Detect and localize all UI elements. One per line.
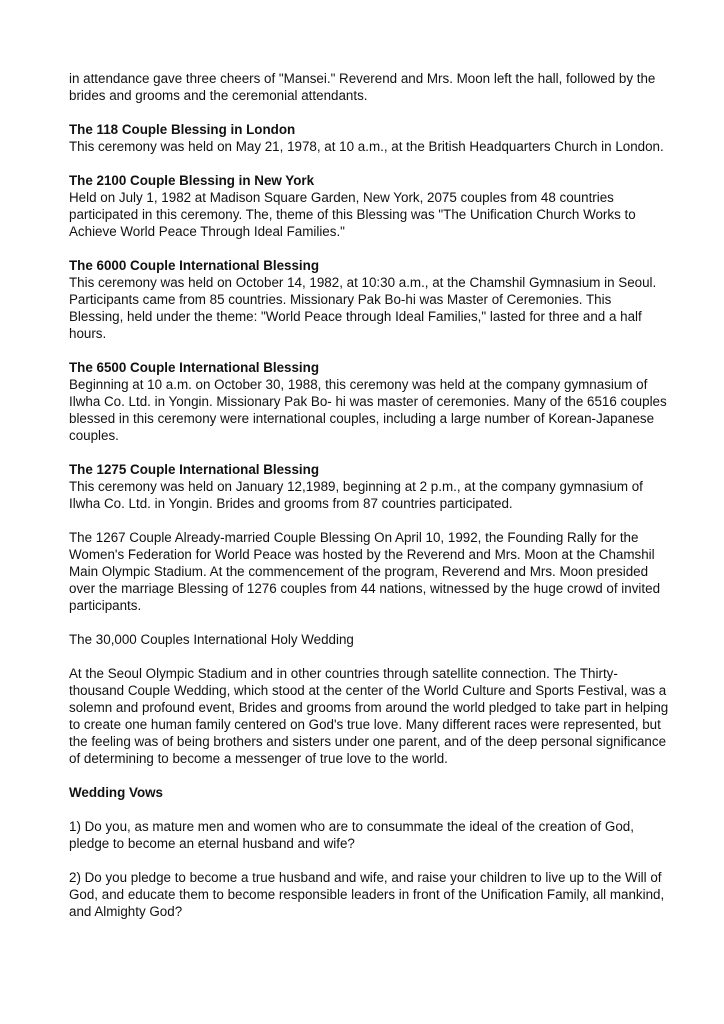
section-heading: The 6000 Couple International Blessing — [69, 258, 320, 273]
document-page — [69, 70, 669, 937]
section-1275-international — [69, 461, 669, 512]
section-2100-new-york — [69, 172, 669, 240]
paragraph-30000-body: At the Seoul Olympic Stadium and in other countries through satellite connection. The Thirty-thousand Couple Wedding, which stood at the center of the World Culture and Sports Festival, was a solemn and profound event, Brides and grooms from around the world pledged to take part in helping to create one human family centered on God's true love. Many different races were represented, but the feeling was of being brothers and sisters under one parent, and of the deep personal significance of determining to become a messenger of true love to the world. — [69, 666, 669, 766]
section-body: Beginning at 10 a.m. on October 30, 1988, this ceremony was held at the company gymnasium of Ilwha Co. Ltd. in Yongin. Missionary Pak Bo- hi was master of ceremonies. Many of the 6516 couples blessed in this ceremony were international couples, including a large number of Korean-Japanese couples. — [69, 377, 667, 443]
section-body: This ceremony was held on May 21, 1978, at 10 a.m., at the British Headquarters Church in London. — [69, 139, 664, 154]
section-body: This ceremony was held on October 14, 1982, at 10:30 a.m., at the Chamshil Gymnasium in Seoul. Participants came from 85 countries. Missionary Pak Bo-hi was Master of Ceremonies. This Blessing, held under the theme: "World Peace through Ideal Families," lasted for three and a half hours. — [69, 275, 657, 341]
wedding-vow-item: 1) Do you, as mature men and women who are to consummate the ideal of the creation of God, pledge to become an eternal husband and wife? — [69, 819, 634, 851]
section-heading: The 6500 Couple International Blessing — [69, 360, 320, 375]
wedding-vows-heading: Wedding Vows — [69, 785, 163, 800]
section-heading: The 2100 Couple Blessing in New York — [69, 173, 315, 188]
section-6000-international — [69, 257, 669, 342]
section-heading: The 1275 Couple International Blessing — [69, 462, 320, 477]
section-6500-international — [69, 359, 669, 444]
paragraph-30000-title: The 30,000 Couples International Holy Wedding — [69, 632, 354, 647]
section-118-london — [69, 121, 669, 155]
section-body: Held on July 1, 1982 at Madison Square Garden, New York, 2075 couples from 48 countries participated in this ceremony. The, theme of this Blessing was "The Unification Church Works to Achieve World Peace Through Ideal Families." — [69, 190, 636, 239]
section-body: This ceremony was held on January 12,1989, beginning at 2 p.m., at the company gymnasium of Ilwha Co. Ltd. in Yongin. Brides and grooms from 87 countries participated. — [69, 479, 643, 511]
paragraph-1267-blessing: The 1267 Couple Already-married Couple Blessing On April 10, 1992, the Founding Rally for the Women's Federation for World Peace was hosted by the Reverend and Mrs. Moon at the Chamshil Main Olympic Stadium. At the commencement of the program, Reverend and Mrs. Moon presided over the marriage Blessing of 1276 couples from 44 nations, witnessed by the huge crowd of invited participants. — [69, 530, 661, 613]
section-heading: The 118 Couple Blessing in London — [69, 122, 296, 137]
intro-paragraph: in attendance gave three cheers of "Mansei." Reverend and Mrs. Moon left the hall, followed by the brides and grooms and the ceremonial attendants. — [69, 71, 656, 103]
wedding-vow-item: 2) Do you pledge to become a true husband and wife, and raise your children to live up to the Will of God, and educate them to become responsible leaders in front of the Unification Family, all mankind, and Almighty God? — [69, 870, 665, 919]
